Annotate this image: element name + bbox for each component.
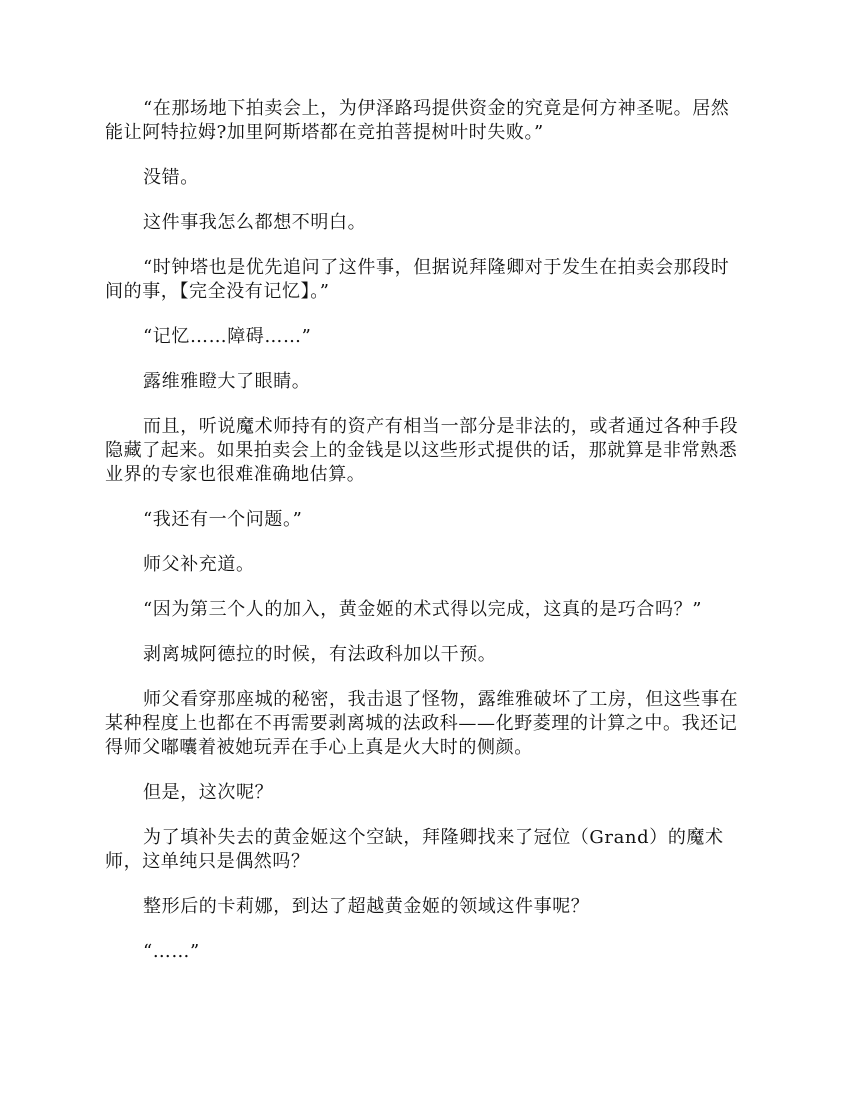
paragraph-10: “因为第三个人的加入，黄金姬的术式得以完成，这真的是巧合吗？”: [143, 599, 703, 620]
paragraph-13: 但是，这次呢？: [143, 782, 274, 803]
paragraph-11: 剥离城阿德拉的时候，有法政科加以干预。: [143, 644, 497, 665]
paragraph-16: “……”: [143, 941, 200, 962]
paragraph-7: 而且，听说魔术师持有的资产有相当一部分是非法的，或者通过各种手段隐藏了起来。如果拍卖会上的金钱是以这些形式提供的话，那就算是非常熟悉业界的专家也很难准确地估算。: [105, 416, 739, 485]
paragraph-12: 师父看穿那座城的秘密，我击退了怪物，露维雅破坏了工房，但这些事在某种程度上也都在不再需要剥离城的法政科——化野菱理的计算之中。我还记得师父嘟囔着被她玩弄在手心上真是火大时的侧颜。: [105, 689, 739, 758]
paragraph-4: “时钟塔也是优先追问了这件事，但据说拜隆卿对于发生在拍卖会那段时间的事，【完全没有记忆】。”: [105, 257, 730, 302]
paragraph-15: 整形后的卡莉娜，到达了超越黄金姬的领域这件事呢？: [143, 896, 590, 917]
paragraph-9: 师父补充道。: [143, 554, 255, 575]
document-body: [105, 97, 747, 985]
paragraph-8: “我还有一个问题。”: [143, 509, 303, 530]
paragraph-3: 这件事我怎么都想不明白。: [143, 212, 367, 233]
paragraph-1: “在那场地下拍卖会上，为伊泽路玛提供资金的究竟是何方神圣呢。居然能让阿特拉姆?加里阿斯塔都在竞拍菩提树叶时失败。”: [105, 98, 730, 143]
paragraph-5: “记忆……障碍……”: [143, 326, 312, 347]
paragraph-6: 露维雅瞪大了眼睛。: [143, 371, 311, 392]
paragraph-14: 为了填补失去的黄金姬这个空缺，拜隆卿找来了冠位（Grand）的魔术师，这单纯只是偶然吗？: [105, 827, 724, 872]
paragraph-2: 没错。: [143, 167, 199, 188]
